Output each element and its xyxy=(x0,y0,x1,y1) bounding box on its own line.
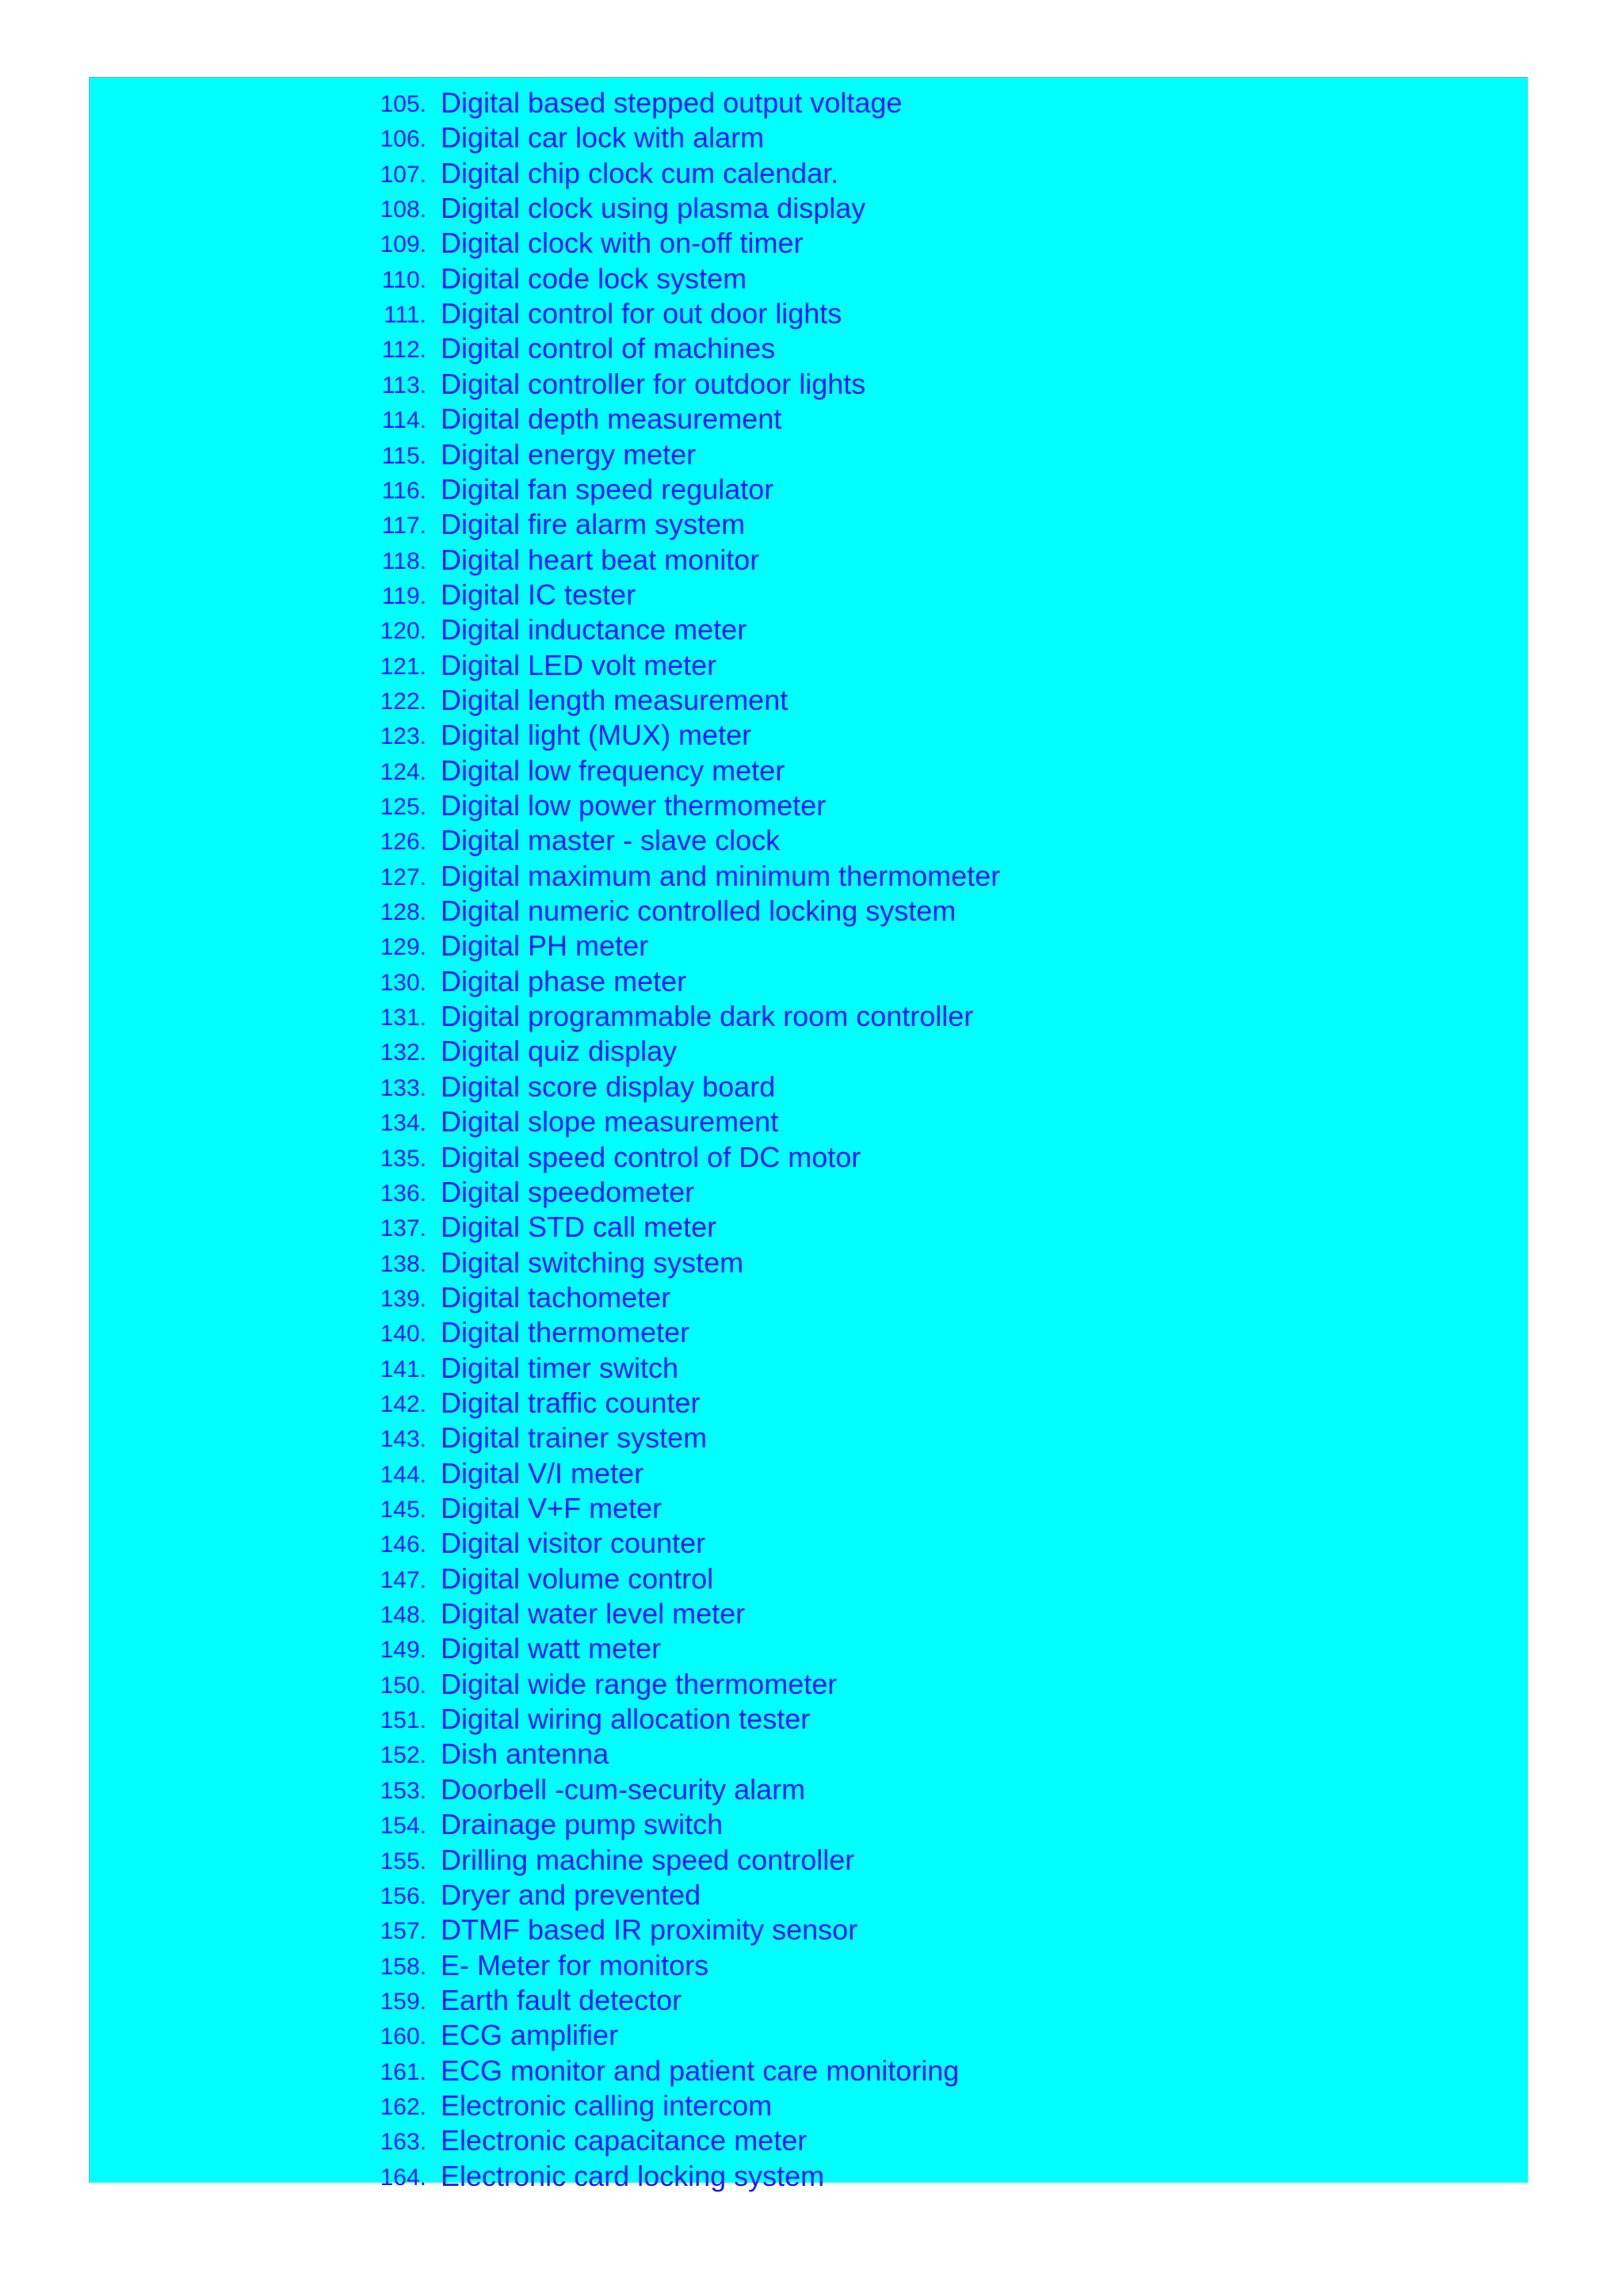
item-text: Digital based stepped output voltage xyxy=(441,86,903,119)
item-number: 157. xyxy=(380,1918,426,1945)
list-item xyxy=(90,1140,1199,1175)
item-text: Digital watt meter xyxy=(441,1632,662,1665)
list-item xyxy=(90,543,1199,578)
item-text: Digital controller for outdoor lights xyxy=(441,367,866,400)
item-text: Digital thermometer xyxy=(441,1316,690,1349)
item-text: Digital numeric controlled locking system xyxy=(441,894,957,928)
item-text: Digital wide range thermometer xyxy=(441,1667,838,1700)
list-item xyxy=(90,1948,1199,1983)
item-number: 147. xyxy=(380,1566,426,1593)
list-item xyxy=(90,191,1199,226)
item-number: 160. xyxy=(380,2023,426,2050)
list-item xyxy=(90,1386,1199,1421)
item-text: Digital clock using plasma display xyxy=(441,192,866,225)
item-number: 142. xyxy=(380,1390,426,1417)
item-text: Digital V+F meter xyxy=(441,1492,663,1524)
item-text: Digital switching system xyxy=(441,1245,744,1279)
list-item xyxy=(90,507,1199,542)
item-text: Digital inductance meter xyxy=(441,613,747,646)
item-number: 150. xyxy=(380,1672,426,1699)
item-number: 126. xyxy=(380,829,426,856)
item-text: Dryer and prevented xyxy=(441,1878,701,1911)
item-text: DTMF based IR proximity sensor xyxy=(441,1913,858,1947)
item-number: 159. xyxy=(380,1988,426,2015)
list-item xyxy=(90,472,1199,507)
list-item xyxy=(90,823,1199,858)
list-item xyxy=(90,999,1199,1034)
item-text: Drainage pump switch xyxy=(441,1808,724,1841)
item-number: 153. xyxy=(380,1777,426,1804)
list-item xyxy=(90,1772,1199,1807)
item-text: Digital master - slave clock xyxy=(441,824,781,857)
list-item xyxy=(90,367,1199,402)
item-text: Digital depth measurement xyxy=(441,402,782,436)
item-number: 108. xyxy=(380,196,426,223)
item-text: Digital speedometer xyxy=(441,1175,695,1208)
item-number: 122. xyxy=(380,688,426,715)
list-item xyxy=(90,964,1199,999)
item-number: 137. xyxy=(380,1215,426,1242)
list-item xyxy=(90,1491,1199,1526)
item-text: Digital water level meter xyxy=(441,1597,746,1630)
list-item xyxy=(90,296,1199,331)
item-text: Digital tachometer xyxy=(441,1280,671,1314)
item-number: 113. xyxy=(381,372,426,399)
list-item xyxy=(90,1702,1199,1737)
item-text: Digital timer switch xyxy=(441,1351,679,1384)
item-number: 143. xyxy=(380,1426,426,1453)
item-number: 105. xyxy=(380,91,426,117)
item-number: 123. xyxy=(380,723,426,750)
item-text: Electronic calling intercom xyxy=(441,2088,773,2122)
list-item xyxy=(90,788,1199,823)
item-text: Electronic capacitance meter xyxy=(441,2124,808,2157)
item-text: Electronic card locking system xyxy=(441,2159,825,2192)
item-text: Digital chip clock cum calendar. xyxy=(441,156,839,189)
list-item xyxy=(90,1983,1199,2018)
item-text: Digital car lock with alarm xyxy=(441,121,765,154)
item-number: 121. xyxy=(380,653,426,680)
item-text: Digital volume control xyxy=(441,1562,714,1595)
list-item xyxy=(90,1667,1199,1702)
item-number: 144. xyxy=(380,1461,426,1488)
item-text: Digital code lock system xyxy=(441,261,747,295)
item-text: Digital traffic counter xyxy=(441,1386,701,1419)
item-number: 163. xyxy=(380,2129,426,2156)
list-item xyxy=(90,1878,1199,1913)
item-number: 141. xyxy=(380,1356,426,1383)
item-text: Digital phase meter xyxy=(441,964,687,997)
list-item xyxy=(90,1070,1199,1104)
item-number: 158. xyxy=(380,1953,426,1980)
list-item xyxy=(90,86,1199,120)
list-item xyxy=(90,1210,1199,1245)
item-number: 118. xyxy=(381,547,426,574)
item-text: Digital PH meter xyxy=(441,929,649,963)
item-number: 130. xyxy=(380,969,426,996)
list-item xyxy=(90,859,1199,894)
list-item xyxy=(90,612,1199,647)
list-item xyxy=(90,2018,1199,2053)
item-number: 120. xyxy=(380,618,426,645)
content-panel xyxy=(89,77,1528,2192)
item-number: 110. xyxy=(381,266,426,293)
item-number: 114. xyxy=(381,407,426,434)
list-item xyxy=(90,2159,1199,2194)
item-text: Digital clock with on-off timer xyxy=(441,227,804,260)
item-number: 136. xyxy=(380,1180,426,1207)
item-text: Digital visitor counter xyxy=(441,1527,706,1560)
list-item xyxy=(90,120,1199,155)
item-number: 156. xyxy=(380,1882,426,1909)
list-item xyxy=(90,1245,1199,1280)
item-text: Digital IC tester xyxy=(441,578,636,611)
list-item xyxy=(90,402,1199,437)
item-number: 140. xyxy=(380,1321,426,1348)
list-item xyxy=(90,1843,1199,1878)
item-text: Digital fire alarm system xyxy=(441,508,746,541)
item-number: 146. xyxy=(380,1531,426,1558)
item-text: Drilling machine speed controller xyxy=(441,1843,855,1876)
item-text: Digital score display board xyxy=(441,1070,776,1103)
item-number: 111. xyxy=(384,302,426,329)
list-item xyxy=(90,1807,1199,1842)
item-number: 138. xyxy=(380,1250,426,1277)
item-text: Digital LED volt meter xyxy=(441,648,717,681)
item-text: Digital slope measurement xyxy=(441,1105,779,1138)
item-text: Digital STD call meter xyxy=(441,1211,717,1244)
item-text: E- Meter for monitors xyxy=(441,1948,709,1981)
list-item xyxy=(90,1280,1199,1315)
list-item xyxy=(90,1913,1199,1947)
list-item xyxy=(90,718,1199,753)
item-number: 132. xyxy=(380,1039,426,1066)
item-text: Digital trainer system xyxy=(441,1421,708,1455)
item-text: Digital fan speed regulator xyxy=(441,472,774,505)
list-item xyxy=(90,1421,1199,1455)
item-number: 129. xyxy=(380,934,426,961)
item-text: ECG monitor and patient care monitoring xyxy=(441,2054,960,2087)
list-item xyxy=(90,156,1199,191)
list-item xyxy=(90,331,1199,366)
item-text: Digital low power thermometer xyxy=(441,789,827,822)
item-number: 148. xyxy=(380,1602,426,1629)
list-item xyxy=(90,1175,1199,1210)
item-number: 106. xyxy=(380,126,426,153)
item-text: Digital control of machines xyxy=(441,332,776,365)
list-item xyxy=(90,894,1199,929)
item-number: 162. xyxy=(380,2093,426,2120)
item-number: 119. xyxy=(381,582,426,609)
list-item xyxy=(90,578,1199,612)
list-item xyxy=(90,1456,1199,1491)
item-number: 134. xyxy=(380,1110,426,1137)
item-number: 115. xyxy=(381,442,426,469)
list-item xyxy=(90,1104,1199,1139)
item-number: 154. xyxy=(380,1813,426,1840)
item-number: 155. xyxy=(380,1848,426,1875)
item-number: 139. xyxy=(380,1285,426,1312)
item-number: 112. xyxy=(381,337,426,364)
item-number: 117. xyxy=(381,513,426,540)
item-number: 116. xyxy=(381,477,426,504)
item-text: Digital length measurement xyxy=(441,683,789,716)
item-number: 107. xyxy=(380,161,426,188)
item-number: 131. xyxy=(380,1005,426,1032)
item-text: Dish antenna xyxy=(441,1737,609,1771)
item-number: 124. xyxy=(380,758,426,785)
item-text: Digital energy meter xyxy=(441,437,697,471)
list-item xyxy=(90,1737,1199,1772)
item-text: Digital quiz display xyxy=(441,1035,678,1068)
item-text: Digital low frequency meter xyxy=(441,753,785,787)
item-text: Digital control for out door lights xyxy=(441,297,842,330)
item-number: 164. xyxy=(380,2164,426,2191)
list-item xyxy=(90,1562,1199,1596)
item-number: 135. xyxy=(380,1145,426,1172)
list-item xyxy=(90,648,1199,683)
list-item xyxy=(90,2054,1199,2088)
item-number: 151. xyxy=(380,1707,426,1734)
item-number: 128. xyxy=(380,899,426,926)
list-item xyxy=(90,1631,1199,1666)
item-number: 109. xyxy=(380,231,426,258)
item-number: 152. xyxy=(380,1742,426,1769)
item-number: 149. xyxy=(380,1637,426,1664)
item-number: 125. xyxy=(380,794,426,820)
list-item xyxy=(90,1596,1199,1631)
list-item xyxy=(90,226,1199,261)
item-text: Digital wiring allocation tester xyxy=(441,1703,811,1736)
item-text: ECG amplifier xyxy=(441,2019,619,2052)
item-text: Digital speed control of DC motor xyxy=(441,1140,861,1173)
list-item xyxy=(90,753,1199,788)
item-number: 133. xyxy=(380,1074,426,1101)
list-item xyxy=(90,1526,1199,1561)
item-text: Digital V/I meter xyxy=(441,1456,644,1489)
list-item xyxy=(90,929,1199,963)
item-number: 161. xyxy=(380,2058,426,2085)
list-item xyxy=(90,2088,1199,2123)
list-item xyxy=(90,261,1199,296)
list-item xyxy=(90,437,1199,472)
list-item xyxy=(90,1315,1199,1350)
item-text: Digital programmable dark room controller xyxy=(441,1000,974,1033)
list-item xyxy=(90,1034,1199,1069)
list-item xyxy=(90,2123,1199,2158)
item-text: Doorbell -cum-security alarm xyxy=(441,1772,806,1806)
item-text: Digital heart beat monitor xyxy=(441,543,760,576)
item-text: Digital light (MUX) meter xyxy=(441,719,752,752)
item-number: 145. xyxy=(380,1497,426,1523)
item-text: Earth fault detector xyxy=(441,1983,682,2016)
list-item xyxy=(90,683,1199,718)
list-item xyxy=(90,1351,1199,1386)
item-text: Digital maximum and minimum thermometer xyxy=(441,859,1001,892)
item-number: 127. xyxy=(380,864,426,891)
